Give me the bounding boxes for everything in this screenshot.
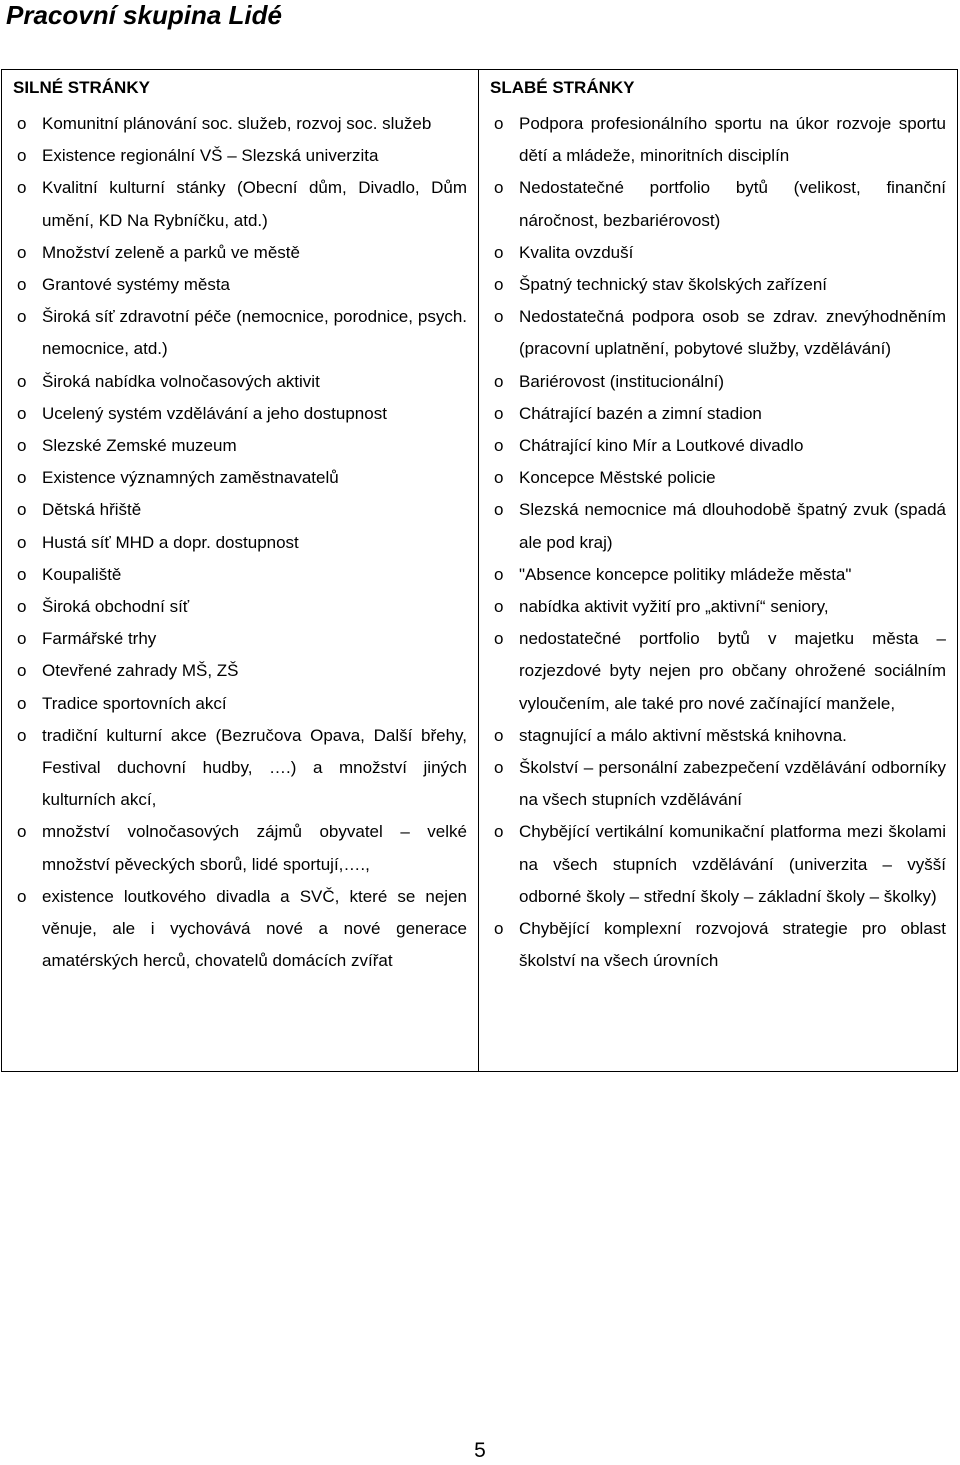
bullet-marker: o bbox=[494, 629, 504, 649]
strength-item bbox=[13, 816, 467, 880]
list-item-text: Široká nabídka volnočasových aktivit bbox=[42, 371, 320, 391]
bullet-marker: o bbox=[17, 468, 27, 488]
strengths-list bbox=[13, 108, 467, 977]
strength-item bbox=[13, 398, 467, 430]
page-title: Pracovní skupina Lidé bbox=[6, 0, 282, 30]
strength-item bbox=[13, 462, 467, 494]
strength-item bbox=[13, 140, 467, 172]
list-item-text: nabídka aktivit vyžití pro „aktivní“ seniory, bbox=[519, 597, 829, 617]
bullet-marker: o bbox=[494, 403, 504, 423]
list-item-text: Nedostatečné portfolio bytů (velikost, finanční náročnost, bezbariérovost) bbox=[519, 178, 946, 230]
bullet-marker: o bbox=[494, 242, 504, 262]
swot-table bbox=[1, 69, 958, 1072]
bullet-marker: o bbox=[17, 822, 27, 842]
strength-item bbox=[13, 269, 467, 301]
weakness-item bbox=[490, 108, 946, 172]
strength-item bbox=[13, 527, 467, 559]
bullet-marker: o bbox=[494, 371, 504, 391]
list-item-text: Široká síť zdravotní péče (nemocnice, porodnice, psych. nemocnice, atd.) bbox=[42, 307, 467, 359]
weaknesses-heading: SLABÉ STRÁNKY bbox=[490, 78, 635, 97]
bullet-marker: o bbox=[17, 597, 27, 617]
list-item-text: Množství zeleně a parků ve městě bbox=[42, 242, 300, 262]
list-item-text: Slezské Zemské muzeum bbox=[42, 436, 237, 456]
strength-item bbox=[13, 301, 467, 365]
list-item-text: Chybějící vertikální komunikační platforma mezi školami na všech stupních vzdělávání (univerzita – vyšší odborné školy – střední školy – základní školy – školky) bbox=[519, 822, 946, 906]
list-item-text: Nedostatečná podpora osob se zdrav. znevýhodněním (pracovní uplatnění, pobytové služby, vzdělávání) bbox=[519, 307, 946, 359]
list-item-text: Grantové systémy města bbox=[42, 275, 231, 295]
strength-item bbox=[13, 881, 467, 978]
bullet-marker: o bbox=[494, 725, 504, 745]
bullet-marker: o bbox=[494, 758, 504, 778]
weakness-item bbox=[490, 462, 946, 494]
list-item-text: Existence regionální VŠ – Slezská univerzita bbox=[42, 146, 379, 166]
list-item-text: Široká obchodní síť bbox=[42, 597, 190, 617]
bullet-marker: o bbox=[17, 693, 27, 713]
list-item-text: Farmářské trhy bbox=[42, 629, 157, 649]
strength-item bbox=[13, 366, 467, 398]
strength-item bbox=[13, 559, 467, 591]
bullet-marker: o bbox=[17, 307, 27, 327]
list-item-text: Otevřené zahrady MŠ, ZŠ bbox=[42, 661, 239, 681]
weakness-item bbox=[490, 172, 946, 236]
strength-item bbox=[13, 720, 467, 817]
bullet-marker: o bbox=[17, 114, 27, 133]
list-item-text: Tradice sportovních akcí bbox=[42, 693, 227, 713]
strength-item bbox=[13, 623, 467, 655]
list-item-text: Komunitní plánování soc. služeb, rozvoj soc. služeb bbox=[42, 114, 432, 133]
weakness-item bbox=[490, 623, 946, 720]
bullet-marker: o bbox=[494, 178, 504, 198]
bullet-marker: o bbox=[494, 564, 504, 584]
bullet-marker: o bbox=[17, 371, 27, 391]
weaknesses-list bbox=[490, 108, 946, 977]
bullet-marker: o bbox=[17, 242, 27, 262]
list-item-text: Koncepce Městské policie bbox=[519, 468, 716, 488]
bullet-marker: o bbox=[17, 564, 27, 584]
strength-item bbox=[13, 688, 467, 720]
weakness-item bbox=[490, 494, 946, 558]
strength-item bbox=[13, 108, 467, 140]
bullet-marker: o bbox=[17, 725, 27, 745]
strength-item bbox=[13, 430, 467, 462]
bullet-marker: o bbox=[494, 307, 504, 327]
list-item-text: existence loutkového divadla a SVČ, které se nejen věnuje, ale i vychovává nové a nové generace amatérských herců, chovatelů domácích zvířat bbox=[42, 886, 467, 971]
bullet-marker: o bbox=[494, 436, 504, 456]
bullet-marker: o bbox=[494, 275, 504, 295]
strength-item bbox=[13, 237, 467, 269]
bullet-marker: o bbox=[17, 629, 27, 649]
bullet-marker: o bbox=[17, 275, 27, 295]
strengths-column bbox=[2, 70, 479, 1071]
list-item-text: Existence významných zaměstnavatelů bbox=[42, 468, 339, 488]
weakness-item bbox=[490, 752, 946, 816]
strength-item bbox=[13, 655, 467, 687]
bullet-marker: o bbox=[494, 468, 504, 488]
list-item-text: stagnující a málo aktivní městská knihovna. bbox=[519, 725, 847, 745]
list-item-text: Chybějící komplexní rozvojová strategie pro oblast školství na všech úrovních bbox=[519, 919, 946, 971]
list-item-text: Bariérovost (institucionální) bbox=[519, 371, 725, 391]
list-item-text: Ucelený systém vzdělávání a jeho dostupnost bbox=[42, 403, 387, 423]
list-item-text: Hustá síť MHD a dopr. dostupnost bbox=[42, 532, 299, 552]
bullet-marker: o bbox=[494, 114, 504, 133]
weakness-item bbox=[490, 720, 946, 752]
bullet-marker: o bbox=[494, 597, 504, 617]
bullet-marker: o bbox=[17, 436, 27, 456]
weakness-item bbox=[490, 913, 946, 977]
list-item-text: tradiční kulturní akce (Bezručova Opava, Další břehy, Festival duchovní hudby, ….) a množství jiných kulturních akcí, bbox=[42, 725, 467, 810]
bullet-marker: o bbox=[17, 532, 27, 552]
weaknesses-column bbox=[479, 70, 957, 1071]
bullet-marker: o bbox=[17, 661, 27, 681]
weakness-item bbox=[490, 398, 946, 430]
strength-item bbox=[13, 591, 467, 623]
bullet-marker: o bbox=[17, 403, 27, 423]
strength-item bbox=[13, 172, 467, 236]
bullet-marker: o bbox=[494, 500, 504, 520]
list-item-text: "Absence koncepce politiky mládeže města" bbox=[519, 564, 852, 584]
weakness-item bbox=[490, 366, 946, 398]
list-item-text: nedostatečné portfolio bytů v majetku města – rozjezdové byty nejen pro občany ohrožené sociálním vyloučením, ale také pro nové začínající manžele, bbox=[519, 629, 946, 713]
weakness-item bbox=[490, 559, 946, 591]
bullet-marker: o bbox=[494, 919, 504, 939]
strengths-heading: SILNÉ STRÁNKY bbox=[13, 78, 150, 97]
list-item-text: množství volnočasových zájmů obyvatel – velké množství pěveckých sborů, lidé sportují,…., bbox=[42, 822, 467, 874]
weakness-item bbox=[490, 301, 946, 365]
list-item-text: Školství – personální zabezpečení vzdělávání odborníky na všech stupních vzdělávání bbox=[519, 758, 946, 810]
list-item-text: Kvalitní kulturní stánky (Obecní dům, Divadlo, Dům umění, KD Na Rybníčku, atd.) bbox=[42, 178, 467, 230]
page-number: 5 bbox=[474, 1439, 486, 1462]
bullet-marker: o bbox=[17, 500, 27, 520]
bullet-marker: o bbox=[17, 146, 27, 166]
list-item-text: Slezská nemocnice má dlouhodobě špatný zvuk (spadá ale pod kraj) bbox=[519, 500, 946, 552]
bullet-marker: o bbox=[17, 178, 27, 198]
weakness-item bbox=[490, 269, 946, 301]
strength-item bbox=[13, 494, 467, 526]
weakness-item bbox=[490, 591, 946, 623]
weakness-item bbox=[490, 816, 946, 913]
bullet-marker: o bbox=[494, 822, 504, 842]
weakness-item bbox=[490, 430, 946, 462]
list-item-text: Dětská hřiště bbox=[42, 500, 142, 520]
list-item-text: Chátrající bazén a zimní stadion bbox=[519, 403, 762, 423]
weakness-item bbox=[490, 237, 946, 269]
list-item-text: Chátrající kino Mír a Loutkové divadlo bbox=[519, 436, 804, 456]
list-item-text: Koupaliště bbox=[42, 564, 122, 584]
list-item-text: Podpora profesionálního sportu na úkor rozvoje sportu dětí a mládeže, minoritních disciplín bbox=[519, 114, 946, 166]
list-item-text: Kvalita ovzduší bbox=[519, 242, 634, 262]
bullet-marker: o bbox=[17, 886, 27, 906]
list-item-text: Špatný technický stav školských zařízení bbox=[519, 275, 828, 295]
